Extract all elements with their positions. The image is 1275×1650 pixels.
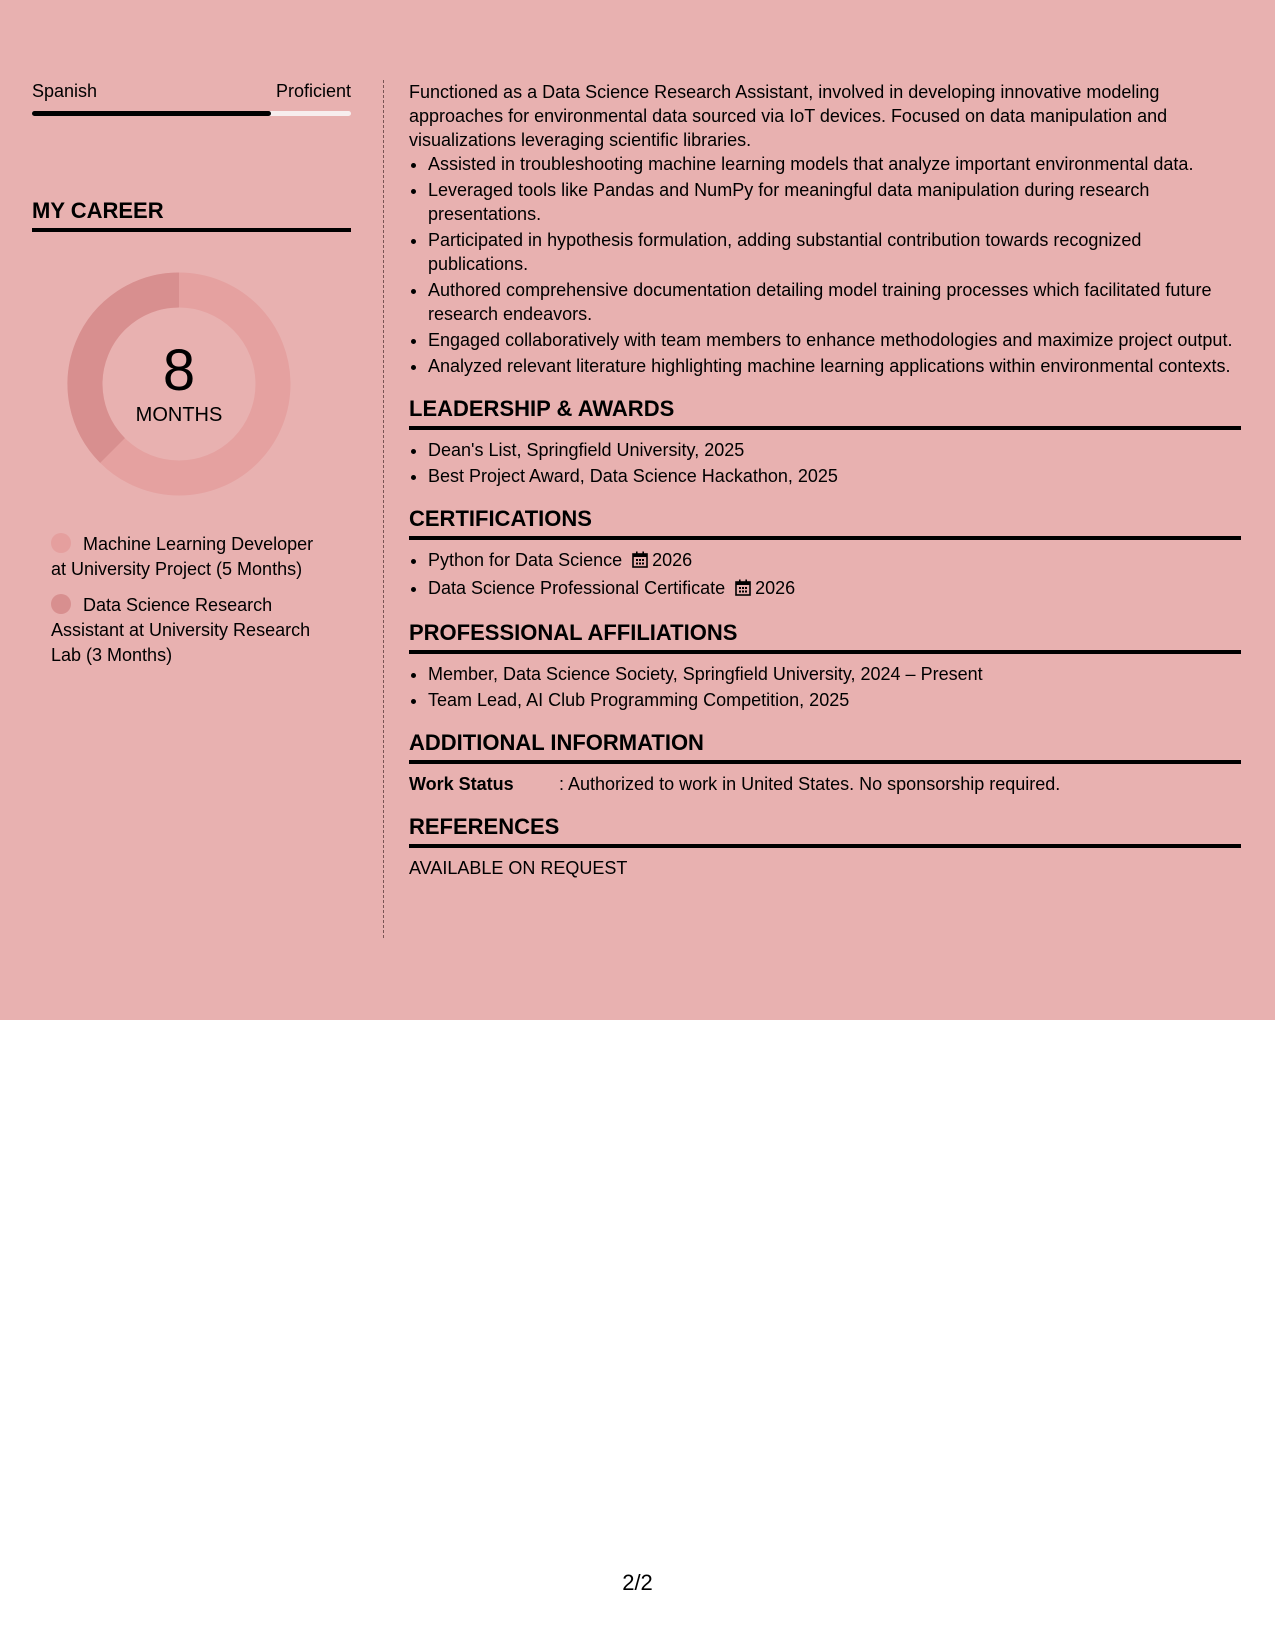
page-number: 2/2: [622, 1570, 653, 1595]
calendar-icon: [735, 578, 751, 602]
right-column: [409, 80, 1241, 880]
legend-label: Machine Learning Developer at University Project (5 Months): [51, 534, 314, 579]
career-total-value: 8: [162, 338, 196, 403]
list-item: • Dean's List, Springfield University, 2025: [428, 438, 1241, 462]
list-item: • Team Lead, AI Club Programming Competition, 2025: [428, 688, 1241, 712]
career-donut-chart: [67, 272, 291, 496]
references-text: AVAILABLE ON REQUEST: [409, 858, 628, 878]
certifications-section: [409, 506, 1241, 602]
additional-heading: ADDITIONAL INFORMATION: [409, 730, 1241, 764]
awards-section: [409, 396, 1241, 488]
references-section: [409, 814, 1241, 880]
certifications-list: [409, 548, 1241, 602]
legend-dot-icon: [51, 594, 71, 614]
experience-summary: Functioned as a Data Science Research Assistant, involved in developing innovative modeling approaches for environmental data sourced via IoT devices. Focused on data manipulation and visualizations leveraging scientific libraries.: [409, 82, 1168, 150]
certification-year: 2026: [755, 578, 796, 598]
list-item: [428, 576, 1241, 602]
additional-section: [409, 730, 1241, 796]
affiliations-list: [409, 662, 1241, 712]
awards-list: [409, 438, 1241, 488]
language-proficiency-fill: [32, 111, 271, 116]
list-item: • Authored comprehensive documentation detailing model training processes which facilitated future research endeavors.: [428, 278, 1241, 326]
certification-name: Data Science Professional Certificate: [428, 578, 726, 598]
career-heading: MY CAREER: [32, 198, 351, 232]
certifications-heading: CERTIFICATIONS: [409, 506, 1241, 540]
work-status-value: : Authorized to work in United States. No sponsorship required.: [559, 774, 1061, 794]
affiliations-section: [409, 620, 1241, 712]
career-total-unit: MONTHS: [135, 404, 223, 426]
column-divider: [383, 80, 384, 938]
affiliations-heading: PROFESSIONAL AFFILIATIONS: [409, 620, 1241, 654]
language-level: Proficient: [275, 81, 351, 101]
list-item: • Engaged collaboratively with team members to enhance methodologies and maximize project output.: [428, 328, 1241, 352]
legend-dot-icon: [51, 533, 71, 553]
language-row: [32, 80, 351, 102]
work-status-row: [409, 772, 1241, 796]
certification-year: 2026: [652, 550, 693, 570]
awards-heading: LEADERSHIP & AWARDS: [409, 396, 1241, 430]
work-status-label: Work Status: [409, 774, 514, 794]
list-item: • Analyzed relevant literature highlighting machine learning applications within environmental contexts.: [428, 354, 1241, 378]
experience-bullets: [409, 152, 1241, 378]
list-item: • Member, Data Science Society, Springfield University, 2024 – Present: [428, 662, 1241, 686]
list-item: • Best Project Award, Data Science Hackathon, 2025: [428, 464, 1241, 488]
references-heading: REFERENCES: [409, 814, 1241, 848]
list-item: • Leveraged tools like Pandas and NumPy for meaningful data manipulation during research presentations.: [428, 178, 1241, 226]
legend-item: [51, 593, 331, 668]
language-name: Spanish: [32, 81, 98, 101]
left-column: [32, 80, 351, 679]
calendar-icon: [632, 550, 648, 574]
list-item: • Assisted in troubleshooting machine learning models that analyze important environmental data.: [428, 152, 1241, 176]
list-item: [428, 548, 1241, 574]
career-legend: [51, 532, 331, 668]
legend-label: Data Science Research Assistant at University Research Lab (3 Months): [51, 595, 311, 665]
certification-name: Python for Data Science: [428, 550, 623, 570]
list-item: • Participated in hypothesis formulation, adding substantial contribution towards recognized publications.: [428, 228, 1241, 276]
legend-item: [51, 532, 331, 582]
donut-center: [67, 272, 291, 496]
language-proficiency-bar: [32, 111, 351, 116]
